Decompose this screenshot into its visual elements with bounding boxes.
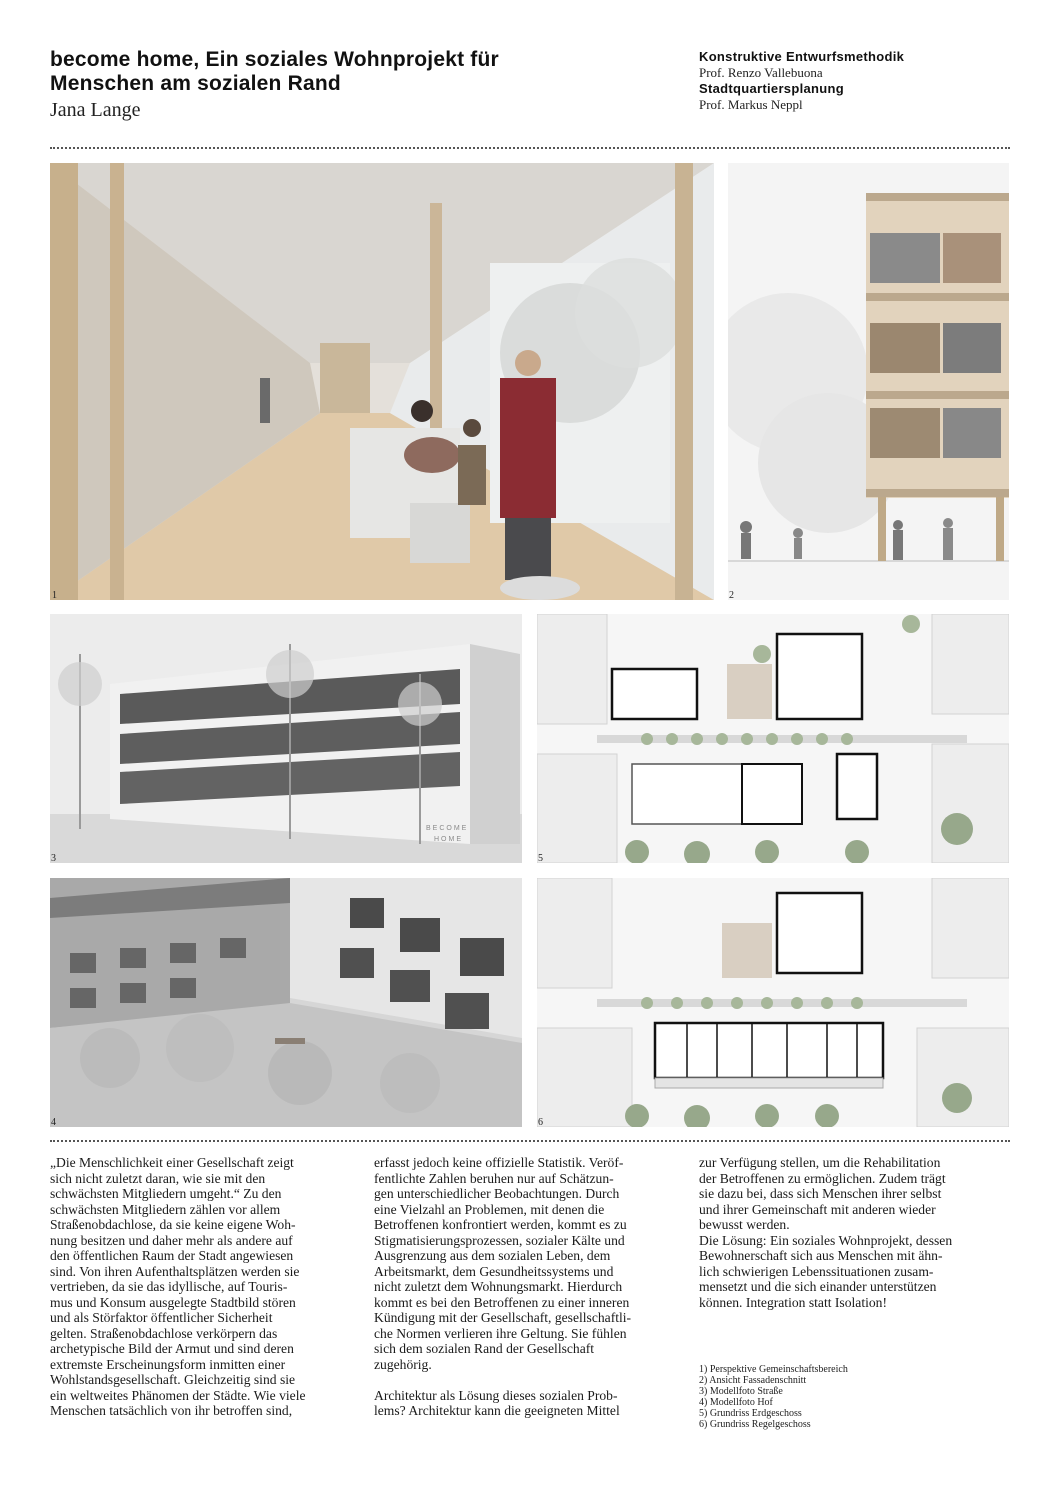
title-line-1: become home, Ein soziales Wohnprojekt für [50, 48, 499, 71]
north-arrow-icon [996, 1113, 1009, 1127]
model-street-photo [50, 614, 522, 863]
caption-3: 3) Modellfoto Straße [699, 1386, 783, 1397]
page-title [50, 48, 499, 96]
ground-floor-plan-drawing [537, 614, 1009, 863]
figure-6-number: 6 [538, 1117, 543, 1128]
author-name: Jana Lange [50, 99, 141, 121]
figure-captions [699, 1364, 848, 1430]
interior-perspective-illustration [50, 163, 714, 600]
figure-2-facade-section [728, 163, 1009, 600]
credits-block [699, 49, 904, 113]
caption-1: 1) Perspektive Gemeinschaftsbereich [699, 1364, 848, 1375]
typical-floor-plan-drawing [537, 878, 1009, 1127]
north-arrow-icon [996, 849, 1009, 863]
figure-5-ground-floor-plan [537, 614, 1009, 863]
body-text-column-2: erfasst jedoch keine offizielle Statistik. Veröf- fentlichte Zahlen beruhen nur auf Schätzun- gen unterschiedlicher Beobachtungen. Durch eine Vielzahl an Problemen, mit denen die Betroffenen konfrontiert werden, kommt es zu Stigmatisierungsprozessen, sozialer Kälte und Ausgrenzung aus dem sozialen Leben, dem Arbeitsmarkt, dem Gesundheitssystems und nicht zuletzt dem Wohnungsmarkt. Hierdurch kommt es bei den Betroffenen zu einer inneren Kündigung mit der Gesellschaft, gesellschaftli- che Normen verlieren ihre Geltung. Sie fühlen sich dem sozialen Rand der Gesellschaft zugehörig. Architektur als Lösung dieses sozialen Prob- lems? Architektur kann die geeigneten Mittel [374, 1155, 632, 1418]
credit-heading-2: Stadtquartiersplanung [699, 81, 844, 96]
figure-3-model-street [50, 614, 522, 863]
figure-1-number: 1 [52, 590, 57, 601]
figure-3-number: 3 [51, 853, 56, 864]
top-dotted-divider [50, 147, 1010, 149]
caption-5: 5) Grundriss Erdgeschoss [699, 1408, 802, 1419]
credit-person-1: Prof. Renzo Vallebuona [699, 65, 823, 80]
caption-4: 4) Modellfoto Hof [699, 1397, 773, 1408]
bottom-dotted-divider [50, 1140, 1010, 1142]
caption-2: 2) Ansicht Fassadenschnitt [699, 1375, 807, 1386]
figure-1-interior-perspective [50, 163, 714, 600]
figure-2-number: 2 [729, 590, 734, 601]
body-text-column-3: zur Verfügung stellen, um die Rehabilitation der Betroffenen zu ermöglichen. Zudem trägt sie dazu bei, dass sich Menschen ihrer selbst und ihrer Gemeinschaft mit anderen wieder bewusst werden. Die Lösung: Ein soziales Wohnprojekt, dessen Bewohnerschaft sich aus Menschen mit ähn- lich schwierigen Lebenssituationen zusam- mensetzt und die sich einander unterstützen können. Integration statt Isolation! [699, 1155, 953, 1310]
credit-person-2: Prof. Markus Neppl [699, 97, 803, 112]
figure-4-number: 4 [51, 1117, 56, 1128]
model-sign-line-1: BECOME [426, 825, 469, 832]
facade-section-drawing [728, 163, 1009, 600]
title-line-2: Menschen am sozialen Rand [50, 72, 341, 95]
figure-4-model-courtyard [50, 878, 522, 1127]
caption-6: 6) Grundriss Regelgeschoss [699, 1419, 811, 1430]
model-courtyard-photo [50, 878, 522, 1127]
body-text-column-1: „Die Menschlichkeit einer Gesellschaft zeigt sich nicht zuletzt daran, wie sie mit den schwächsten Mitgliedern umgeht.“ Zu den schwächsten Mitgliedern zählen vor allem Straßenobdachlose, da sie keine eigene Woh- nung besitzen und daher mehr als andere auf den öffentlichen Raum der Stadt angewiesen sind. Von ihren Aufenthaltsplätzen werden sie vertrieben, da sie das idyllische, auf Touris- mus und Konsum ausgelegte Stadtbild stören und als Störfaktor öffentlicher Sicherheit gelten. Straßenobdachlose verkörpern das archetypische Bild der Armut und sind deren extremste Erscheinungsform inmitten einer Wohlstandsgesellschaft. Gleichzeitig sind sie ein weltweites Phänomen der Städte. Wie viele Menschen tatsächlich von ihr betroffen sind, [50, 1155, 306, 1418]
model-sign-line-2: HOME [434, 836, 463, 843]
credit-heading-1: Konstruktive Entwurfsmethodik [699, 49, 905, 64]
figure-6-typical-floor-plan [537, 878, 1009, 1127]
figure-5-number: 5 [538, 853, 543, 864]
